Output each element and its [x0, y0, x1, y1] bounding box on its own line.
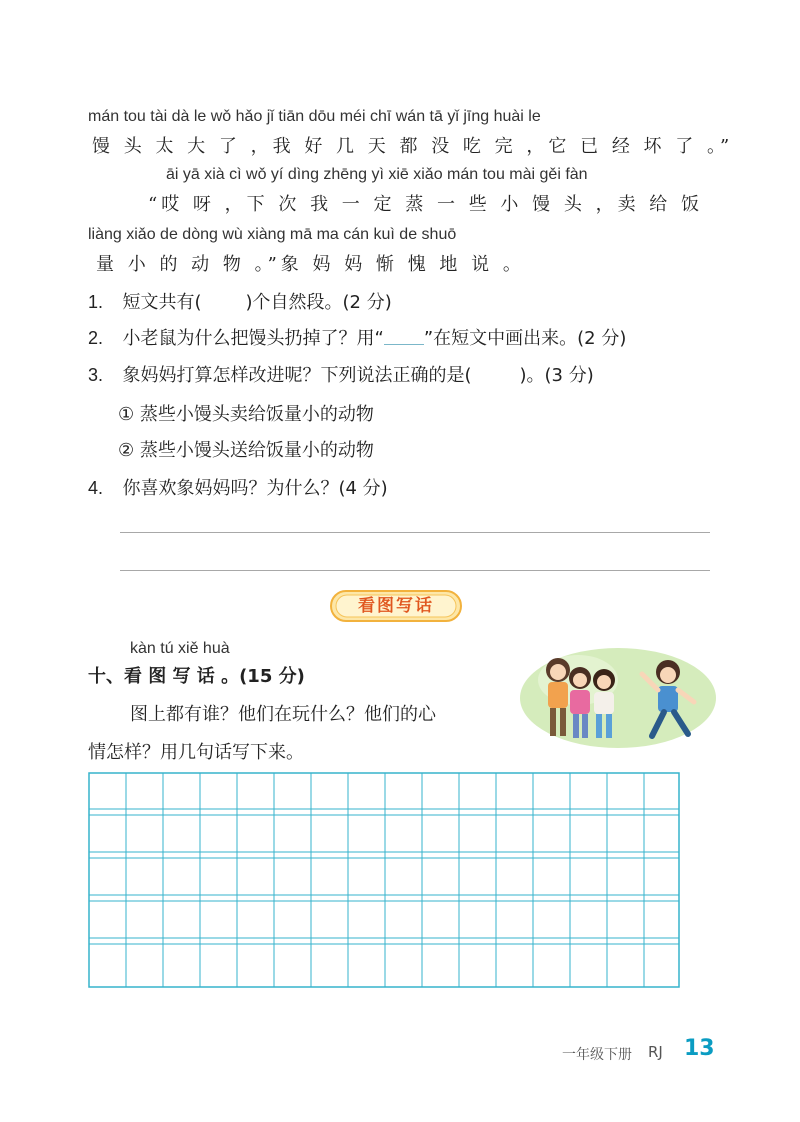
question-1-number: 1.	[88, 292, 104, 312]
question-4-text: 你喜欢象妈妈吗？为什么？(4 分)	[122, 478, 388, 499]
underline-marker	[384, 334, 424, 345]
question-4	[88, 474, 388, 500]
section-badge	[330, 590, 462, 622]
question-1-pre: 短文共有(	[122, 292, 202, 313]
question-4-number: 4.	[88, 478, 104, 498]
passage-line2-pinyin: āi yā xià cì wǒ yí dìng zhēng yì xiē xiǎo mán tou mài gěi fàn	[166, 166, 588, 183]
question-2-pre: 小老鼠为什么把馒头扔掉了？用“	[122, 328, 384, 349]
option-2[interactable]: ② 蒸些小馒头送给饭量小的动物	[118, 440, 374, 461]
question-3-number: 3.	[88, 365, 104, 385]
question-2	[88, 324, 626, 350]
answer-line-1[interactable]	[120, 532, 710, 533]
option-1[interactable]: ① 蒸些小馒头卖给饭量小的动物	[118, 404, 374, 425]
answer-line-2[interactable]	[120, 570, 710, 571]
question-3	[88, 361, 594, 387]
children-playing-illustration	[518, 640, 718, 750]
prompt-line-1: 图上都有谁？他们在玩什么？他们的心	[130, 704, 436, 725]
passage-line1-text: 馒 头 太 大 了 ，我 好 几 天 都 没 吃 完 ，它 已 经 坏 了 。”	[92, 136, 734, 157]
passage-line3-pinyin: liàng xiǎo de dòng wù xiàng mā ma cán kuì de shuō	[88, 226, 457, 243]
footer-edition: RJ	[648, 1043, 663, 1061]
question-2-number: 2.	[88, 328, 104, 348]
passage-line3-text: 量 小 的 动 物 。”象 妈 妈 惭 愧 地 说 。	[96, 254, 525, 275]
passage-line2-text: “哎 呀 ，下 次 我 一 定 蒸 一 些 小 馒 头 ，卖 给 饭	[148, 194, 704, 215]
question-1	[88, 288, 392, 314]
footer-grade: 一年级下册	[562, 1047, 632, 1063]
question-3-post: )。(3 分)	[519, 365, 594, 386]
passage-line1-pinyin: mán tou tài dà le wǒ hǎo jǐ tiān dōu méi chī wán tā yǐ jīng huài le	[88, 108, 541, 125]
writing-grid[interactable]	[88, 772, 680, 988]
section-title: 十、看 图 写 话 。(15 分)	[88, 666, 305, 687]
page-number: 13	[684, 1036, 715, 1061]
prompt-line-2: 情怎样？用几句话写下来。	[88, 742, 304, 763]
question-2-post: ”在短文中画出来。(2 分)	[423, 328, 627, 349]
question-1-post: )个自然段。(2 分)	[245, 292, 392, 313]
section-title-pinyin: kàn tú xiě huà	[130, 640, 230, 657]
writing-grid-lines	[88, 772, 680, 988]
question-3-pre: 象妈妈打算怎样改进呢？下列说法正确的是(	[122, 365, 472, 386]
badge-label: 看图写话	[358, 596, 434, 616]
